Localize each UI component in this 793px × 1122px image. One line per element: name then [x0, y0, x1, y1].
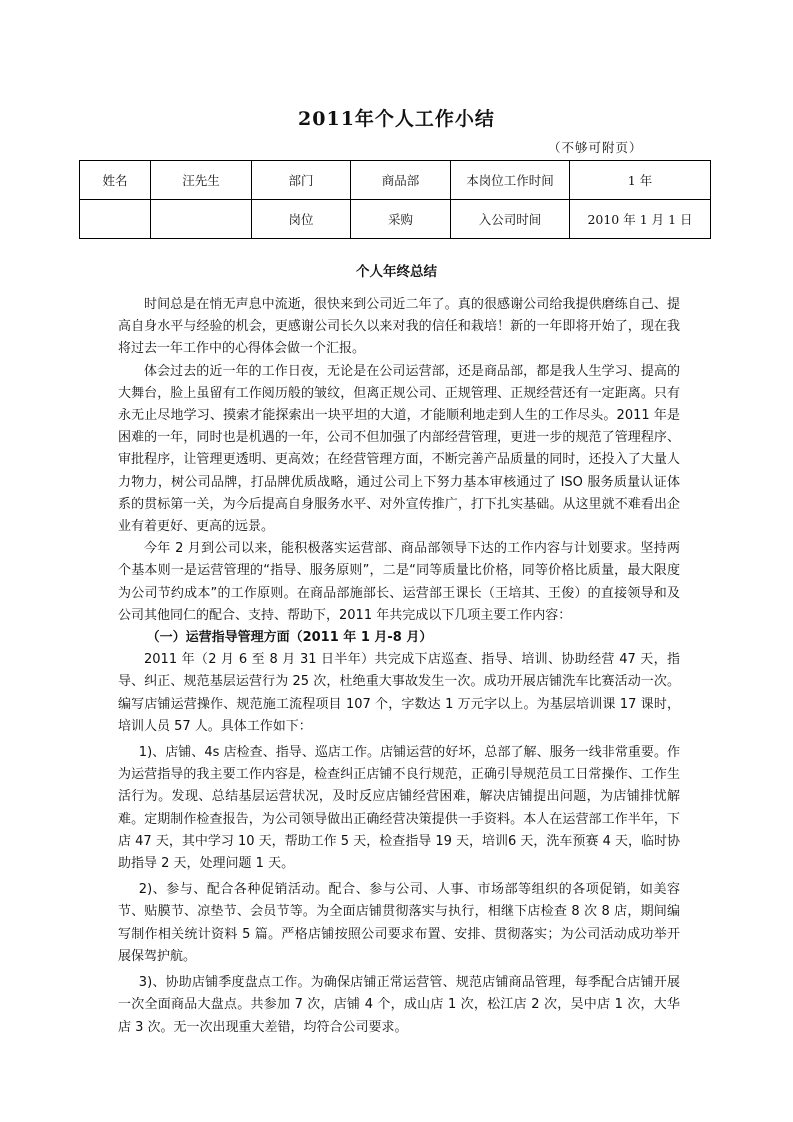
position-value: 采购 — [351, 200, 451, 239]
attachment-note: （不够可附页） — [548, 140, 643, 155]
department-label: 部门 — [252, 161, 351, 200]
paragraph-operations-summary: 2011 年（2 月 6 至 8 月 31 日半年）共完成下店巡查、指导、培训、协助经营 47 天，指导、纠正、规范基层运营行为 25 次，杜绝重大事故发生一次。成功开展店铺洗车比赛活动一次。编写店铺运营操作、规范施工流程项目 107 个，字数达 1 万元字以上。为基层培训课 17 课时，培训人员 57 人。具体工作如下： — [118, 652, 680, 734]
empty-cell — [80, 200, 151, 239]
info-row-1 — [80, 161, 711, 200]
paragraph-item-3: 3)、协助店铺季度盘点工作。为确保店铺正常运营管、规范店铺商品管理，每季配合店铺开展一次全面商品大盘点。共参加 7 次，店铺 4 个，成山店 1 次，松江店 2 次，吴中店 1 次，大华店 3 次。无一次出现重大差错，均符合公司要求。 — [118, 975, 680, 1035]
name-value: 汪先生 — [151, 161, 252, 200]
paragraph-intro: 时间总是在悄无声息中流逝，很快来到公司近二年了。真的很感谢公司给我提供磨练自己、提高自身水平与经验的机会，更感谢公司长久以来对我的信任和栽培！新的一年即将开始了，现在我将过去一年工作中的心得体会做一个汇报。 — [118, 297, 680, 357]
section-title: 个人年终总结 — [356, 264, 437, 280]
position-label: 岗位 — [252, 200, 351, 239]
document-title: 2011年个人工作小结 — [298, 108, 495, 130]
paragraph-item-1: 1)、店铺、4s 店检查、指导、巡店工作。店铺运营的好坏，总部了解、服务一线非常重要。作为运营指导的我主要工作内容是，检查纠正店铺不良行规范，正确引导规范员工日常操作、工作生活行为。发现、总结基层运营状况，及时反应店铺经营困难，解决店铺提出问题，为店铺排忧解难。定期制作检查报告，为公司领导做出正确经营决策提供一手资料。本人在运营部工作半年，下店 47 天，其中学习 10 天，帮助工作 5 天，检查指导 19 天，培训6 天，洗车预赛 4 天，临时协助指导 2 天，处理问题 1 天。 — [118, 745, 680, 872]
paragraph-review: 体会过去的近一年的工作日夜，无论是在公司运营部，还是商品部，都是我人生学习、提高的大舞台，脸上虽留有工作阅历般的皱纹，但离正规公司、正规管理、正规经营还有一定距离。只有永无止尽地学习、摸索才能探索出一块平坦的大道，才能顺利地走到人生的工作尽头。2011 年是困难的一年，同时也是机遇的一年，公司不但加强了内部经营管理，更进一步的规范了管理程序、审批程序，让管理更透明、更高效；在经营管理方面，不断完善产品质量的同时，还投入了大量人力物力，树公司品牌，打品牌优质战略，通过公司上下努力基本审核通过了 ISO 服务质量认证体系的贯标第一关，为今后提高自身服务水平、对外宣传推广，打下扎实基础。从这里就不难看出企业有着更好、更高的远景。 — [118, 363, 680, 535]
paragraph-work-scope: 今年 2 月到公司以来，能积极落实运营部、商品部领导下达的工作内容与计划要求。坚持两个基本则一是运营管理的“指导、服务原则”，二是“同等质量比价格，同等价格比质量，最大限度为公司节约成本”的工作原则。在商品部施部长、运营部王课长（王培其、王俊）的直接领导和及公司其他同仁的配合、支持、帮助下，2011 年共完成以下几项主要工作内容： — [118, 541, 680, 623]
info-table — [79, 160, 711, 239]
paragraph-item-2: 2)、参与、配合各种促销活动。配合、参与公司、人事、市场部等组织的各项促销，如美容节、贴膜节、凉垫节、会员节等。为全面店铺贯彻落实与执行，相继下店检查 8 次 8 店，期间编写制作相关统计资料 5 篇。严格店铺按照公司要求布置、安排、贯彻落实；为公司活动成功举开展保驾护航。 — [118, 882, 680, 964]
name-label: 姓名 — [80, 161, 151, 200]
tenure-value: 1 年 — [570, 161, 711, 200]
empty-cell — [151, 200, 252, 239]
department-value: 商品部 — [351, 161, 451, 200]
join-date-value: 2010 年 1 月 1 日 — [570, 200, 711, 239]
info-row-2 — [80, 200, 711, 239]
subheading-operations: （一）运营指导管理方面（2011 年 1 月-8 月） — [146, 630, 433, 646]
summary-body — [118, 294, 680, 1039]
join-date-label: 入公司时间 — [451, 200, 570, 239]
tenure-label: 本岗位工作时间 — [451, 161, 570, 200]
